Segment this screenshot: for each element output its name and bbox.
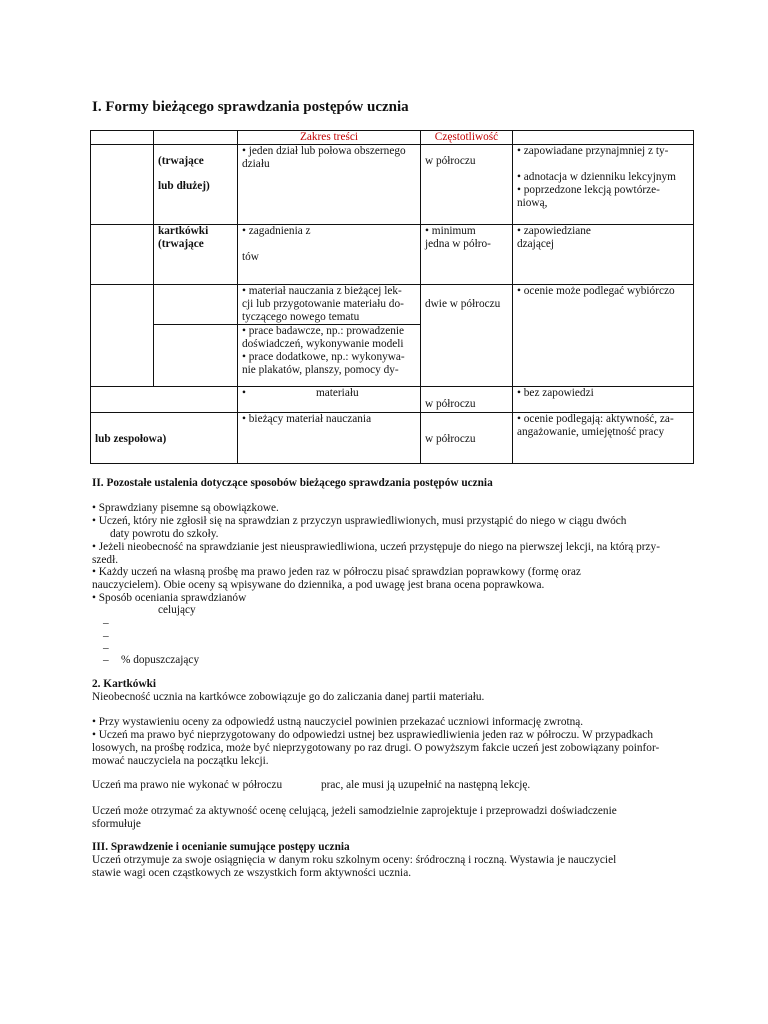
dash: – [103,654,109,666]
paragraph-line: • Uczeń, który nie zgłosił się na sprawdzian z przyczyn usprawiedliwionych, musi przystąpić do niego w ciągu dwóch [92,515,627,527]
scope-text: • zagadnienia z [242,225,311,237]
dash: – [103,642,109,654]
table-cell [91,285,154,387]
header-cell [513,131,694,145]
scope-text: • prace badawcze, np.: prowadzenie [242,325,405,337]
scope-text: cji lub przygotowanie materiału do- [242,298,404,310]
type-cell [91,413,238,464]
type-text: lub dłużej) [158,180,210,192]
scope-cell [238,145,421,225]
scope-text: tyczącego nowego tematu [242,311,360,323]
frequency-text: w półroczu [425,433,476,445]
header-scope: Zakres treści [238,131,421,145]
scope-text: tów [242,251,259,263]
frequency-text: jedna w półro- [425,238,491,250]
notes-text: • ocenie podlegają: aktywność, za- [517,413,674,425]
paragraph-line: mować nauczyciela na początku lekcji. [92,755,269,767]
table-cell [91,225,154,285]
notes-text: • adnotacja w dzienniku lekcyjnym [517,171,676,183]
paragraph-line: losowych, na prośbę rodzica, może być nieprzygotowany po raz drugi. O powyższym fakcie uczeń jest zobowiązany poinfor- [92,742,660,754]
paragraph-line: • Uczeń ma prawo być nieprzygotowany do odpowiedzi ustnej bez usprawiedliwienia jeden raz w półroczu. W przypadkach [92,729,653,741]
notes-text: dzającej [517,238,554,250]
type-text: kartkówki [158,225,209,237]
table-cell [91,145,154,225]
bullet: • [242,387,246,399]
type-cell [154,285,238,325]
header-cell [154,131,238,145]
scope-text [242,387,416,400]
paragraph-line: stawie wagi ocen cząstkowych ze wszystkich form aktywności ucznia. [92,867,412,879]
paragraph-line: prac, ale musi ją uzupełnić na następną lekcję. [321,779,531,791]
table-row [91,387,694,413]
type-text: (trwające [158,155,204,167]
paragraph-line: • Przy wystawieniu oceny za odpowiedź ustną nauczyciel powinien przekazać uczniowi informację zwrotną. [92,716,584,728]
assessment-forms-table [90,130,694,464]
notes-text: angażowanie, umiejętność pracy [517,426,665,438]
scope-text: działu [242,158,270,170]
frequency-cell [421,225,513,285]
notes-text: • zapowiedziane [517,225,591,237]
paragraph-line: Nieobecność ucznia na kartkówce zobowiązuje go do zaliczania danej partii materiału. [92,691,485,703]
scope-text: materiału [315,387,359,399]
frequency-cell [421,285,513,387]
paragraph-line: nauczycielem). Obie oceny są wpisywane do dziennika, a pod uwagę jest brana ocena poprawkowa. [92,579,545,591]
notes-text: • poprzedzone lekcją powtórze- [517,184,660,196]
paragraph-line: • Sprawdziany pisemne są obowiązkowe. [92,502,279,514]
paragraph-line: • Każdy uczeń na własną prośbę ma prawo jeden raz w półroczu pisać sprawdzian poprawkowy (formę oraz [92,566,581,578]
notes-cell [513,145,694,225]
dash: – [103,630,109,642]
scope-text: • prace dodatkowe, np.: wykonywa- [242,351,405,363]
frequency-cell [421,145,513,225]
notes-cell [513,285,694,387]
section-heading: 2. Kartkówki [92,678,157,690]
notes-text: • zapowiadane przynajmniej z ty- [517,145,669,157]
scope-cell [238,413,421,464]
paragraph-line: Uczeń otrzymuje za swoje osiągnięcia w danym roku szkolnym oceny: śródroczną i roczną. Wystawia je nauczyciel [92,854,617,866]
paragraph-line: sformułuje [92,818,141,830]
paragraph-line: • Sposób oceniania sprawdzianów [92,592,247,604]
scope-text: nie plakatów, planszy, pomocy dy- [242,364,399,376]
header-cell [91,131,154,145]
paragraph-line: Uczeń ma prawo nie wykonać w półroczu [92,779,283,791]
scope-text: • bieżący materiał nauczania [242,413,372,425]
section-heading: II. Pozostałe ustalenia dotyczące sposobów bieżącego sprawdzania postępów ucznia [92,477,493,489]
table-row [91,413,694,464]
grade-label: celujący [158,604,196,616]
grade-label: % dopuszczający [121,654,200,666]
type-cell [154,325,238,387]
dash: – [103,617,109,629]
scope-text: • jeden dział lub połowa obszernego [242,145,406,157]
frequency-text: w półroczu [425,155,476,167]
paragraph-line: Uczeń może otrzymać za aktywność ocenę celującą, jeżeli samodzielnie zaprojektuje i przeprowadzi doświadczenie [92,805,617,817]
scope-cell [238,225,421,285]
paragraph-line: daty powrotu do szkoły. [110,528,219,540]
scope-cell [238,387,421,413]
table-row [91,225,694,285]
table-row [91,145,694,225]
scope-cell [238,285,421,325]
frequency-text: w półroczu [425,398,476,410]
paragraph-line: • Jeżeli nieobecność na sprawdzianie jest nieusprawiedliwiona, uczeń przystępuje do niego na pierwszej lekcji, na którą przy- [92,541,660,553]
type-cell [154,225,238,285]
type-text: (trwające [158,238,204,250]
section-heading: III. Sprawdzenie i ocenianie sumujące postępy ucznia [92,841,350,853]
type-text: lub zespołowa) [95,433,167,445]
scope-text: doświadczeń, wykonywanie modeli [242,338,404,350]
notes-text: • ocenie może podlegać wybiórczo [517,285,675,297]
header-frequency: Częstotliwość [421,131,513,145]
scope-text: • materiał nauczania z bieżącej lek- [242,285,402,297]
frequency-text: dwie w półroczu [425,298,501,310]
scope-cell [238,325,421,387]
notes-text: niową, [517,197,548,209]
notes-cell [513,387,694,413]
notes-cell [513,225,694,285]
table-header-row [91,131,694,145]
frequency-cell [421,387,513,413]
frequency-cell [421,413,513,464]
notes-text: • bez zapowiedzi [517,387,594,399]
document-title: I. Formy bieżącego sprawdzania postępów ucznia [92,99,409,115]
frequency-text: • minimum [425,225,476,237]
table-row [91,285,694,325]
type-cell [91,387,238,413]
notes-cell [513,413,694,464]
paragraph-line: szedł. [92,554,119,566]
type-cell [154,145,238,225]
